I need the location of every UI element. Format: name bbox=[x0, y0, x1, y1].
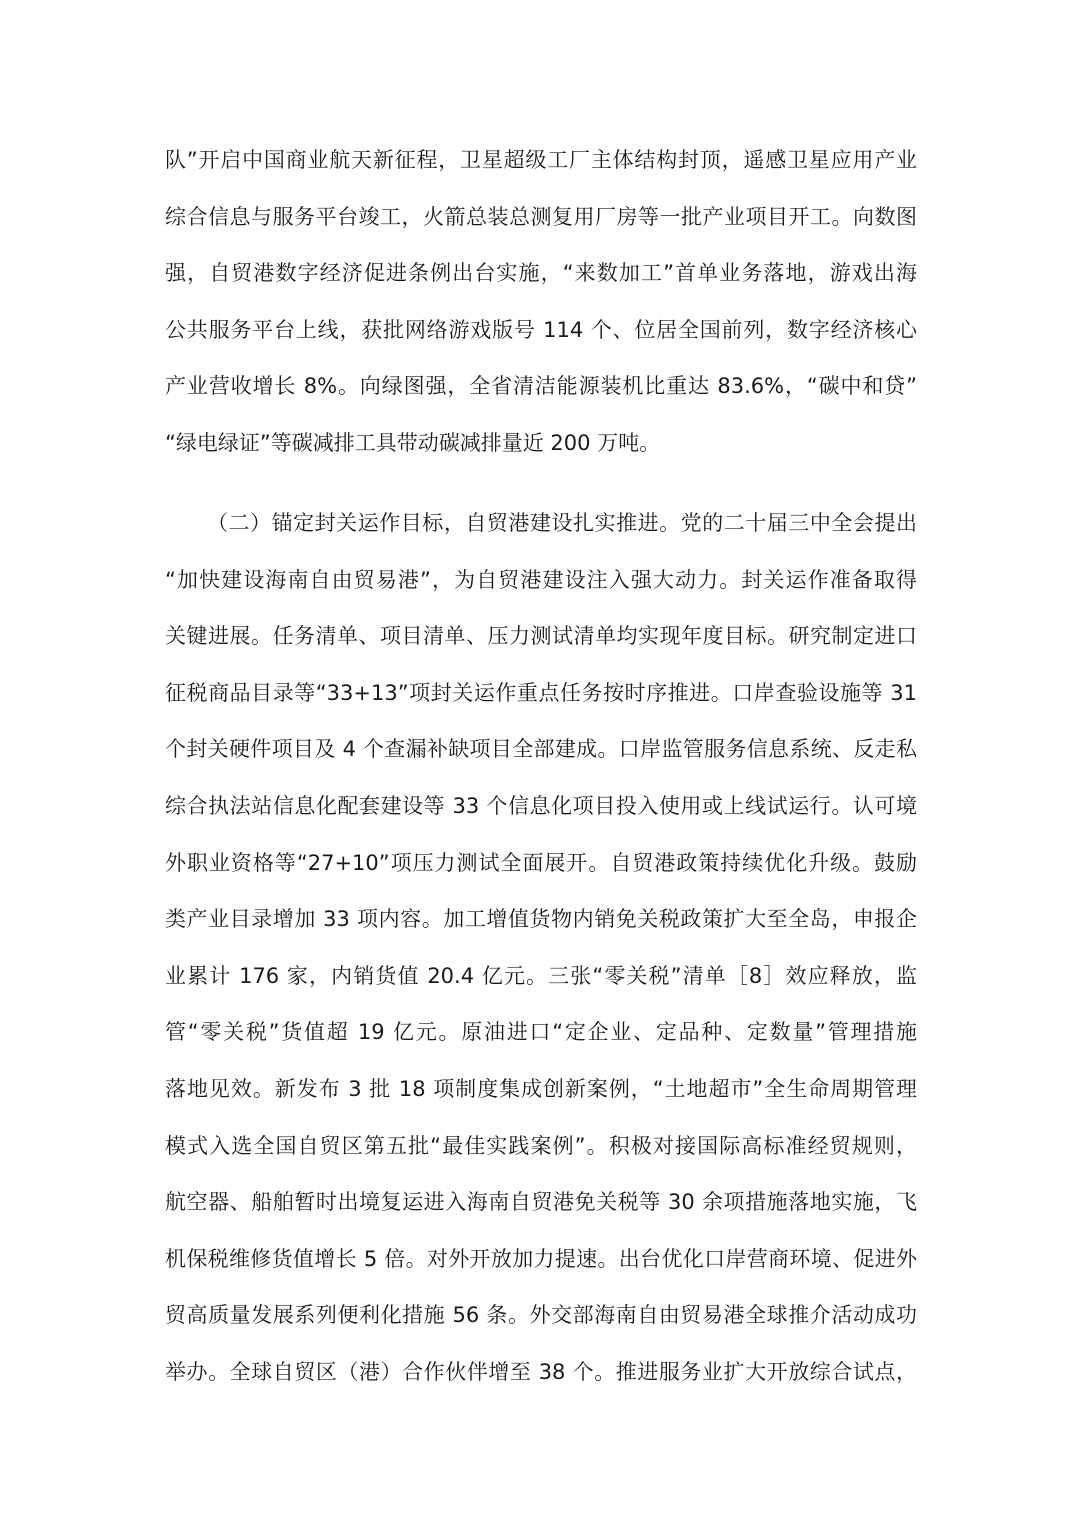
text-line: 业累计 176 家，内销货值 20.4 亿元。三张“零关税”清单［8］效应释放，监 bbox=[165, 963, 917, 988]
section-heading-line: （二）锚定封关运作目标，自贸港建设扎实推进。党的二十届三中全会提出 bbox=[207, 511, 917, 535]
text-line: 外职业资格等“27+10”项压力测试全面展开。自贸港政策持续优化升级。鼓励 bbox=[165, 850, 917, 875]
text-line: 公共服务平台上线，获批网络游戏版号 114 个、位居全国前列，数字经济核心 bbox=[165, 317, 917, 342]
text-line: 机保税维修货值增长 5 倍。对外开放加力提速。出台优化口岸营商环境、促进外 bbox=[165, 1246, 917, 1271]
text-line: 综合执法站信息化配套建设等 33 个信息化项目投入使用或上线试运行。认可境 bbox=[165, 793, 917, 818]
text-line: 类产业目录增加 33 项内容。加工增值货物内销免关税政策扩大至全岛，申报企 bbox=[165, 907, 917, 932]
text-line: 管“零关税”货值超 19 亿元。原油进口“定企业、定品种、定数量”管理措施 bbox=[165, 1020, 917, 1045]
paragraph-free-trade-port bbox=[165, 495, 917, 1401]
text-line: “加快建设海南自由贸易港”，为自贸港建设注入强大动力。封关运作准备取得 bbox=[165, 567, 917, 592]
text-line: 航空器、船舶暂时出境复运进入海南自贸港免关税等 30 余项措施落地实施，飞 bbox=[165, 1190, 917, 1215]
text-line: 综合信息与服务平台竣工，火箭总装总测复用厂房等一批产业项目开工。向数图 bbox=[165, 204, 917, 229]
text-line: 队”开启中国商业航天新征程，卫星超级工厂主体结构封顶，遥感卫星应用产业 bbox=[165, 148, 917, 172]
paragraph-industry-growth bbox=[165, 132, 917, 472]
text-line: 征税商品目录等“33+13”项封关运作重点任务按时序推进。口岸查验设施等 31 bbox=[165, 680, 917, 705]
text-line: 关键进展。任务清单、项目清单、压力测试清单均实现年度目标。研究制定进口 bbox=[165, 624, 917, 649]
text-line: 产业营收增长 8%。向绿图强，全省清洁能源装机比重达 83.6%，“碳中和贷” bbox=[165, 374, 917, 399]
text-line: 落地见效。新发布 3 批 18 项制度集成创新案例，“土地超市”全生命周期管理 bbox=[165, 1076, 917, 1101]
text-line: 模式入选全国自贸区第五批“最佳实践案例”。积极对接国际高标准经贸规则， bbox=[165, 1133, 917, 1158]
text-line: “绿电绿证”等碳减排工具带动碳减排量近 200 万吨。 bbox=[165, 430, 661, 455]
text-line: 强，自贸港数字经济促进条例出台实施，“来数加工”首单业务落地，游戏出海 bbox=[165, 261, 917, 286]
text-line: 举办。全球自贸区（港）合作伙伴增至 38 个。推进服务业扩大开放综合试点， bbox=[165, 1359, 917, 1384]
text-line: 个封关硬件项目及 4 个查漏补缺项目全部建成。口岸监管服务信息系统、反走私 bbox=[165, 737, 917, 762]
text-line: 贸高质量发展系列便利化措施 56 条。外交部海南自由贸易港全球推介活动成功 bbox=[165, 1303, 917, 1328]
